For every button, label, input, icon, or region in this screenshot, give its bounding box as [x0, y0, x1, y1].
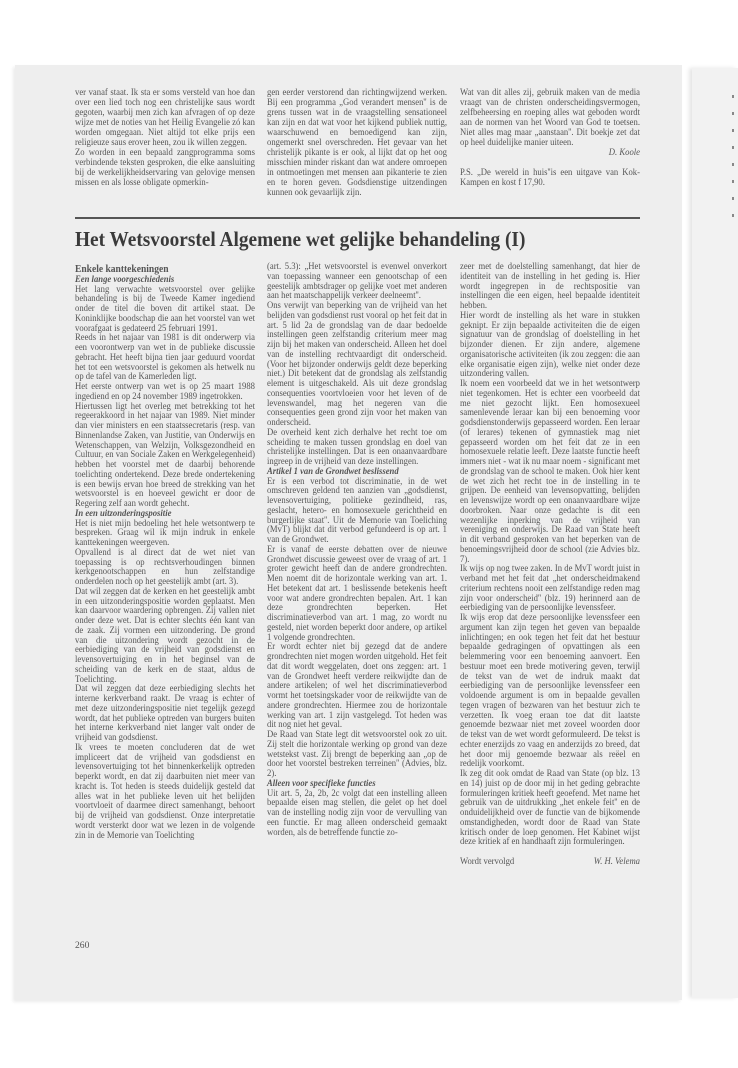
paragraph: De Raad van State legt dit wetsvoorstel ook zo uit. Zij stelt die horizontale werking op grond van deze wetstekst vast. Zij brengt de beperking aan „op de door het voorstel bestreken terreinen'' (Advies, blz. 2).	[267, 729, 447, 779]
continued-note: Wordt vervolgd	[460, 856, 515, 867]
article-title: Het Wetsvoorstel Algemene wet gelijke behandeling (I)	[75, 227, 526, 251]
section-divider	[75, 217, 640, 219]
paragraph: Het lang verwachte wetsvoorstel over gelijke behandeling is bij de Tweede Kamer ingediend onder de titel die boven dit artikel staat. De Koninklijke boodschap die aan het voorstel van wet voorafgaat is gedateerd 25 februari 1991.	[75, 283, 255, 334]
paragraph: ver vanaf staat. Ik sta er soms versteld van hoe dan over een lied toch nog een christelijke saus wordt gegoten, waarbij men zich kan afvragen of op deze wijze met de noties van het Heilig Evangelie zó kan worden omgegaan. Niet altijd tot elke prijs een religieuze saus erover heen, zou ik willen zeggen.	[75, 87, 255, 148]
paragraph: Uit art. 5, 2a, 2b, 2c volgt dat een instelling alleen bepaalde eisen mag stellen, die gelet op het doel van de instelling nodig zijn voor de vervulling van een functie. Er mag alleen onderscheid gemaakt worden, als de betreffende functie zo-	[267, 787, 447, 838]
paragraph: zeer met de doelstelling samenhangt, dat hier de identiteit van de instelling in het geding is. Hier wordt ingegrepen in de rechtspositie van instellingen die een eigen, heel bepaalde identiteit hebben.	[460, 261, 640, 311]
paragraph: gen eerder verstorend dan richtingwijzend werken. Bij een programma „God verandert mensen'' is de grens tussen wat in de vraagstelling sensationeel kan zijn en dat wat voor het kijkend publiek nuttig, waarschuwend en bemoedigend kan zijn, ongemerkt snel overschreden. Het gevaar van het christelijk pikante is er ook, al lijkt dat op het oog misschien minder riskant dan wat andere omroepen in ontmoetingen met mensen aan pikanterie te zien en te horen geven. Godsdienstige uitzendingen kunnen ook gevaarlijk zijn.	[267, 87, 447, 198]
paragraph: Het is niet mijn bedoeling het hele wetsontwerp te bespreken. Graag wil ik mijn indruk in enkele kanttekeningen weergeven.	[75, 517, 255, 548]
subheading: Artikel 1 van de Grondwet beslissend	[267, 465, 399, 477]
paragraph: Ik zeg dit ook omdat de Raad van State (op blz. 13 en 14) juist op de door mij in het geding gebrachte formuleringen kritiek heeft geoefend. Met name het gebruik van de uitdrukking „het enkele feit'' en de onduidelijkheid over de functie van de bijkomende omstandigheden, wordt door de Raad van State kritisch onder de loep genomen. Het Kabinet wijst deze kritiek af en handhaaft zijn formuleringen.	[460, 768, 640, 848]
paragraph: Er is een verbod tot discriminatie, in de wet omschreven geldend ten aanzien van „godsdienst, levensovertuiging, politieke gezindheid, ras, geslacht, hetero- en homosexuele gerichtheid en burgerlijke staat''. Uit de Memorie van Toeliching (MvT) blijkt dat dit verbod gefundeerd is op art. 1 van de Grondwet.	[267, 475, 447, 545]
subheading: Een lange voorgeschiedenis	[75, 273, 175, 285]
signature: D. Koole	[608, 147, 640, 158]
paragraph: Hiertussen ligt het overleg met betrekking tot het regeerakkoord in het najaar van 1989. Niet minder dan vier ministers en een staatssecretaris (resp. van Binnenlandse Zaken, van Justitie, van Onderwijs en Wetenschappen, van Welzijn, Volksgezondheid en Cultuur, en van Sociale Zaken en Werkgelegenheid) hebben het voorstel met de daarbij behorende toelichting ondertekend. Deze brede ondertekening is een bewijs ervan hoe breed de strekking van het wetsvoorstel is en hoeveel gewicht er door de Regering zelf aan wordt gehecht.	[75, 400, 255, 509]
paragraph: Zo worden in een bepaald zangprogramma soms verbindende teksten gesproken, die elke aansluiting bij de werkelijkheidservaring van gelovige mensen missen en als losse obligate opmerkin-	[75, 147, 255, 188]
paragraph: Dat wil zeggen dat deze eerbiediging slechts het interne kerkverband raakt. De vraag is echter of met deze uitzonderingspositie niet tegelijk gezegd wordt, dat het publieke optreden van burgers buiten het interne kerkverband niet langer valt onder de vrijheid van godsdienst.	[75, 683, 255, 743]
paragraph: Wat van dit alles zij, gebruik maken van de media vraagt van de christen onderscheidingsvermogen, zelfbeheersing en roeping alles wat geboden wordt aan de normen van het Woord van God te toetsen. Niet alles mag maar „aanstaan''. Dit boekje zet dat op heel duidelijke manier uiteen.	[460, 87, 640, 148]
paragraph: Ik vrees te moeten concluderen dat de wet impliceert dat de vrijheid van godsdienst en levensovertuiging tot het binnenkerkelijk optreden beperkt wordt, en dat zij daarbuiten niet meer van kracht is. Tot heden is steeds duidelijk gesteld dat alles wat in het publieke leven uit het belijden voortvloeit of daarmee direct samenhangt, behoort bij de vrijheid van godsdienst. Onze interpretatie wordt versterkt door wat we lezen in de volgende zin in de Memorie van Toelichting	[75, 741, 255, 841]
paragraph: Reeds in het najaar van 1981 is dit onderwerp via een voorontwerp van wet in de publieke discussie gebracht. Het heeft bijna tien jaar geduurd voordat het tot een wetsvoorstel is gekomen als hetwelk nu op de tafel van de Kamerleden ligt.	[75, 332, 255, 383]
paragraph: Het eerste ontwerp van wet is op 25 maart 1988 ingediend en op 24 november 1989 ingetrokken.	[75, 381, 255, 402]
postscript: P.S. „De wereld in huis''is een uitgave van Kok-Kampen en kost f 17,90.	[460, 167, 640, 188]
paragraph: Opvallend is al direct dat de wet niet van toepassing is op rechtsverhoudingen binnen kerkgenootschappen en hun zelfstandige onderdelen noch op het geestelijk ambt (art. 3).	[75, 546, 255, 587]
adjacent-page-text-fragments	[732, 95, 735, 231]
article-footer	[460, 857, 640, 867]
article-column-1	[75, 265, 255, 840]
subheading: In een uitzonderingspositie	[75, 507, 172, 519]
previous-article-column-2	[267, 88, 447, 198]
article-column-2	[267, 262, 447, 837]
subheading: Alleen voor specifieke functies	[267, 777, 376, 789]
author-signature: W. H. Velema	[593, 856, 640, 867]
page-number: 260	[75, 940, 90, 951]
previous-article-column-3	[460, 88, 640, 188]
paragraph: Ik wijs op nog twee zaken. In de MvT wordt juist in verband met het feit dat „het onderscheidmakend criterium rechtens nooit een zelfstandige reden mag zijn voor onderscheid'' (blz. 19) herinnerd aan de eerbiediging van de persoonlijke levenssfeer.	[460, 563, 640, 614]
paragraph: Er is vanaf de eerste debatten over de nieuwe Grondwet discussie geweest over de vraag of art. 1 groter gewicht heeft dan de andere grondrechten. Men noemt dit de horizontale werking van art. 1. Het betekent dat art. 1 beslissende betekenis heeft voor wat andere grondrechten bepalen. Art. 1 kan deze grondrechten beperken. Het discriminatieverbod van art. 1 mag, zo wordt nu gesteld, niet worden beperkt door andere, op artikel 1 volgende grondrechten.	[267, 543, 447, 643]
paragraph: Dat wil zeggen dat de kerken en het geestelijk ambt in een uitzonderingspositie worden geplaatst. Men kan daarvoor waardering opbrengen. Zij vallen niet onder deze wet. Dat is echter slechts één kant van de zaak. Zij vormen een uitzondering. De grond van die uitzondering wordt gezocht in de eerbiediging van de vrijheid van godsdienst en levensovertuiging en in het beginsel van de scheiding van de kerk en de staat, aldus de Toelichting.	[75, 585, 255, 685]
section-heading: Enkele kanttekeningen	[75, 264, 169, 275]
paragraph: Hier wordt de instelling als het ware in stukken geknipt. Er zijn bepaalde activiteiten die de eigen signatuur van de grondslag of doelstelling in het bijzonder dienen. Er zijn andere, algemene organisatorische activiteiten (ik zou zeggen: die aan elke organisatie eigen zijn), welke niet onder deze uitzondering vallen.	[460, 309, 640, 380]
article-column-3	[460, 262, 640, 867]
paragraph: (art. 5.3): „Het wetsvoorstel is evenwel onverkort van toepassing wanneer een genootschap of een geestelijk ambtsdrager op gelijke voet met anderen aan het maatschappelijk verkeer deelneemt''.	[267, 261, 447, 302]
paragraph: Ik noem een voorbeeld dat we in het wetsontwerp niet tegenkomen. Het is echter een voorbeeld dat me niet gezocht lijkt. Een homosexueel samenlevende leraar kan bij een benoeming voor godsdienstonderwijs gepasseerd worden. Een leraar (of lerares) tekenen of gymnastiek mag niet gepasseerd worden om het feit dat ze in een homosexuele relatie leeft. Deze laatste functie heeft immers niet - wat ik nu maar noem - significant met de grondslag van de school te maken. Ook hier kent de wet zich het recht toe in de instelling in te grijpen. De eenheid van levensopvatting, belijden en levenswijze wordt op een onaanvaardbare wijze doorbroken. Naar onze gedachte is dit een wezenlijke inperking van de vrijheid van vereniging en onderwijs. De Raad van State heeft in dit verband gesproken van het beperken van de benoemingsvrijheid door de school (zie Advies blz. 7).	[460, 378, 640, 565]
paragraph: De overheid kent zich derhalve het recht toe om scheiding te maken tussen grondslag en doel van christelijke instellingen. Dat is een onaanvaardbare ingreep in de vrijheid van deze instellingen.	[267, 426, 447, 467]
paragraph: Er wordt echter niet bij gezegd dat de andere grondrechten niet mogen worden uitgehold. Het feit dat dit wordt weggelaten, doet ons zeggen: art. 1 van de Grondwet heeft verdere reikwijdte dan de andere artikelen; of wel het discriminatieverbod vormt het toetsingskader voor de reikwijdte van de andere grondrechten. Hiermee zou de horizontale werking van art. 1 zijn vastgelegd. Tot heden was dit nog niet het geval.	[267, 641, 447, 731]
previous-article-column-1	[75, 88, 255, 188]
paragraph: Ons verwijt van beperking van de vrijheid van het belijden van godsdienst rust vooral op het feit dat in art. 5 lid 2a de grondslag van de daar bedoelde instellingen geen zelfstandig criterium meer mag zijn bij het maken van onderscheid. Alleen het doel van de instelling rechtvaardigt dit onderscheid. (Voor het bijzonder onderwijs geldt deze beperking niet.) Dit betekent dat de grondslag als zelfstandig element is uitgeschakeld. Als uit deze grondslag consequenties voortvloeien voor het leven of de levenswandel, mag het negeren van die consequenties geen grond zijn voor het maken van onderscheid.	[267, 300, 447, 428]
paragraph: Ik wijs erop dat deze persoonlijke levenssfeer een argument kan zijn tegen het geven van bepaalde inlichtingen; en ook tegen het feit dat het bestuur bepaalde gedragingen of opvattingen als een belemmering voor een benoeming aanvoert. Een bestuur moet een brede motivering geven, terwijl de tekst van de wet de indruk maakt dat eerbiediging van de persoonlijke levenssfeer een voldoende argument is om in bepaalde gevallen tegen vragen of bezwaren van het bestuur zich te verzetten. Ik voeg eraan toe dat dit laatste genoemde bezwaar niet met zoveel woorden door de tekst van de wet wordt geformuleerd. De tekst is echter enerzijds zo vaag en anderzijds zo breed, dat het door mij genoemde bezwaar als reëel en redelijk voorkomt.	[460, 612, 640, 770]
